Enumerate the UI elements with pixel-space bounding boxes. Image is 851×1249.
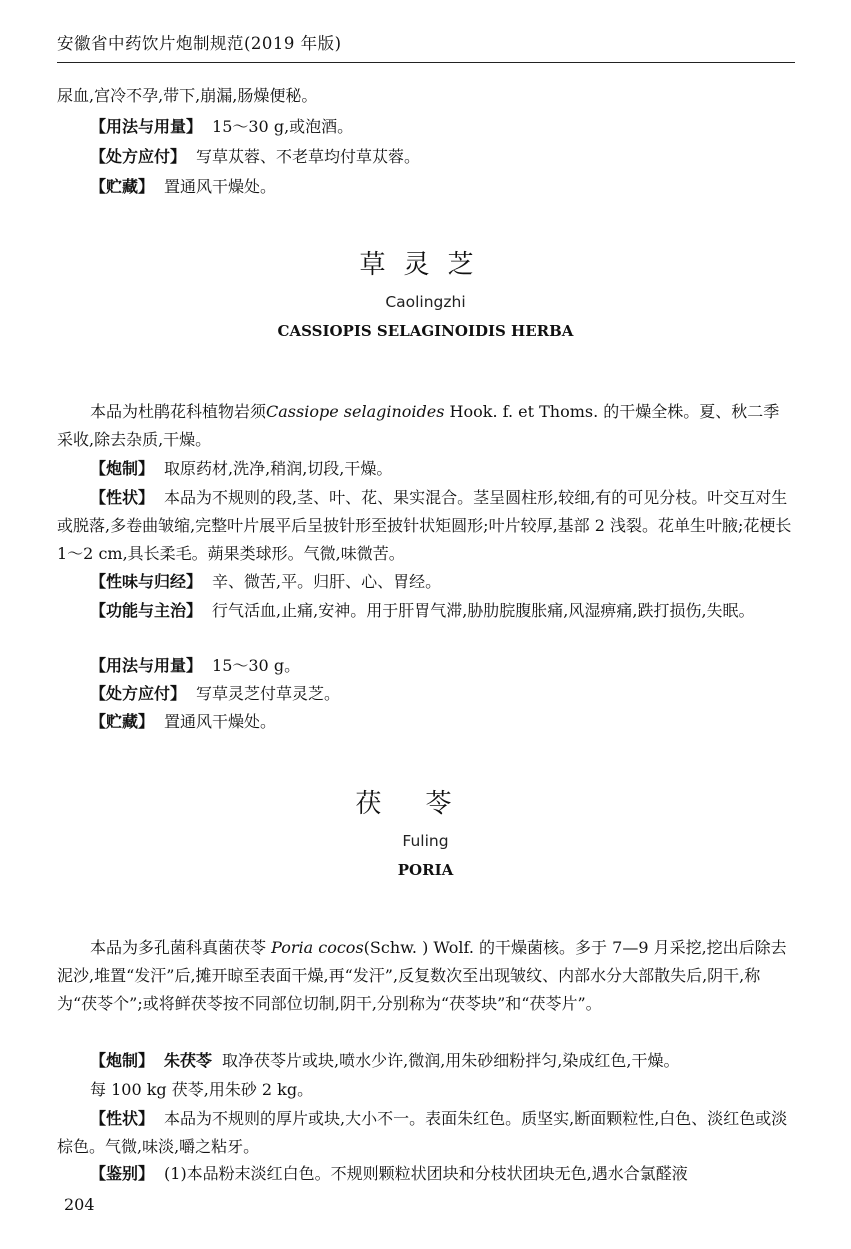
usage-text: 15～30 g,或泡酒。	[212, 117, 354, 136]
storage-label: 【贮藏】	[90, 712, 155, 731]
usage-text: 15～30 g。	[212, 656, 301, 675]
monograph-pinyin: Caolingzhi	[385, 293, 466, 311]
page-number: 204	[64, 1195, 95, 1214]
usage-dosage-section	[57, 652, 795, 680]
species-name: Poria cocos	[271, 938, 364, 957]
continued-text: 尿血,宫冷不孕,带下,崩漏,肠燥便秘。	[57, 86, 318, 105]
nature-meridian-section	[57, 568, 795, 596]
storage-label: 【贮藏】	[90, 177, 155, 196]
prescription-section	[57, 143, 795, 171]
prescription-label: 【处方应付】	[90, 684, 187, 703]
monograph-title: 草灵芝	[359, 250, 492, 280]
species-name: Cassiope selaginoides	[266, 402, 445, 421]
usage-dosage-section	[57, 113, 795, 141]
processing-label: 【炮制】	[90, 1051, 155, 1070]
monograph-latin-name: PORIA	[397, 861, 454, 879]
usage-label: 【用法与用量】	[90, 656, 203, 675]
running-header: 安徽省中药饮片炮制规范(2019 年版)	[57, 34, 342, 53]
characteristics-text: 本品为不规则的段,茎、叶、花、果实混合。茎呈圆柱形,较细,有的可见分枝。叶交互对生或脱落,多卷曲皱缩,完整叶片展平后呈披针形至披针状矩圆形;叶片较厚,基部 2 浅裂。花单生叶腋;花梗长 1～2 cm,具长柔毛。蒴果类球形。气微,味微苦。	[57, 488, 792, 563]
characteristics-label: 【性状】	[90, 488, 155, 507]
processing-text: 取原药材,洗净,稍润,切段,干燥。	[164, 459, 393, 478]
characteristics-section	[57, 484, 795, 568]
processing-text: 取净茯苓片或块,喷水少许,微润,用朱砂细粉拌匀,染成红色,干燥。	[222, 1051, 680, 1070]
usage-label: 【用法与用量】	[90, 117, 203, 136]
monograph-title: 茯苓	[355, 789, 496, 819]
nature-label: 【性味与归经】	[90, 572, 203, 591]
characteristics-section	[57, 1105, 795, 1161]
prescription-label: 【处方应付】	[90, 147, 187, 166]
characteristics-label: 【性状】	[90, 1109, 155, 1128]
processing-section	[57, 455, 795, 483]
monograph-intro	[57, 934, 795, 1018]
processing-label: 【炮制】	[90, 459, 155, 478]
storage-text: 置通风干燥处。	[164, 712, 277, 731]
storage-section	[57, 708, 795, 736]
prescription-text: 写草苁蓉、不老草均付草苁蓉。	[196, 147, 421, 166]
processing-note: 每 100 kg 茯苓,用朱砂 2 kg。	[90, 1080, 314, 1099]
prescription-section	[57, 680, 795, 708]
monograph-pinyin: Fuling	[402, 832, 449, 850]
identification-text: (1)本品粉末淡红白色。不规则颗粒状团块和分枝状团块无色,遇水合氯醛液	[164, 1164, 688, 1183]
storage-section	[57, 173, 795, 201]
intro-text-cont: (Schw. ) Wolf. 的干燥菌核。多于 7—9 月采挖,挖出后除去泥沙,堆置“发汗”后,摊开晾至表面干燥,再“发汗”,反复数次至出现皱纹、内部水分大部散失后,阴干,称为“茯苓个”;或将鲜茯苓按不同部位切制,阴干,分别称为“茯苓块”和“茯苓片”。	[57, 938, 787, 1013]
intro-text: 本品为多孔菌科真菌茯苓	[90, 938, 267, 957]
function-section	[57, 597, 795, 625]
monograph-intro	[57, 398, 795, 454]
identification-label: 【鉴别】	[90, 1164, 155, 1183]
header-rule	[57, 62, 795, 63]
identification-section	[57, 1160, 795, 1188]
function-text: 行气活血,止痛,安神。用于肝胃气滞,胁肋脘腹胀痛,风湿痹痛,跌打损伤,失眠。	[212, 601, 755, 620]
intro-text: 本品为杜鹃花科植物岩须	[90, 402, 267, 421]
characteristics-text: 本品为不规则的厚片或块,大小不一。表面朱红色。质坚实,断面颗粒性,白色、淡红色或淡棕色。气微,味淡,嚼之粘牙。	[57, 1109, 788, 1156]
nature-text: 辛、微苦,平。归肝、心、胃经。	[212, 572, 442, 591]
monograph-latin-name: CASSIOPIS SELAGINOIDIS HERBA	[277, 322, 574, 340]
prescription-text: 写草灵芝付草灵芝。	[196, 684, 341, 703]
function-label: 【功能与主治】	[90, 601, 203, 620]
processing-section	[57, 1047, 795, 1075]
processing-sub-label: 朱茯苓	[164, 1051, 213, 1070]
storage-text: 置通风干燥处。	[164, 177, 277, 196]
intro-text-cont: Hook. f. et Thoms. 的干燥全株。夏、秋二季采收,除去杂质,干燥。	[57, 402, 780, 449]
